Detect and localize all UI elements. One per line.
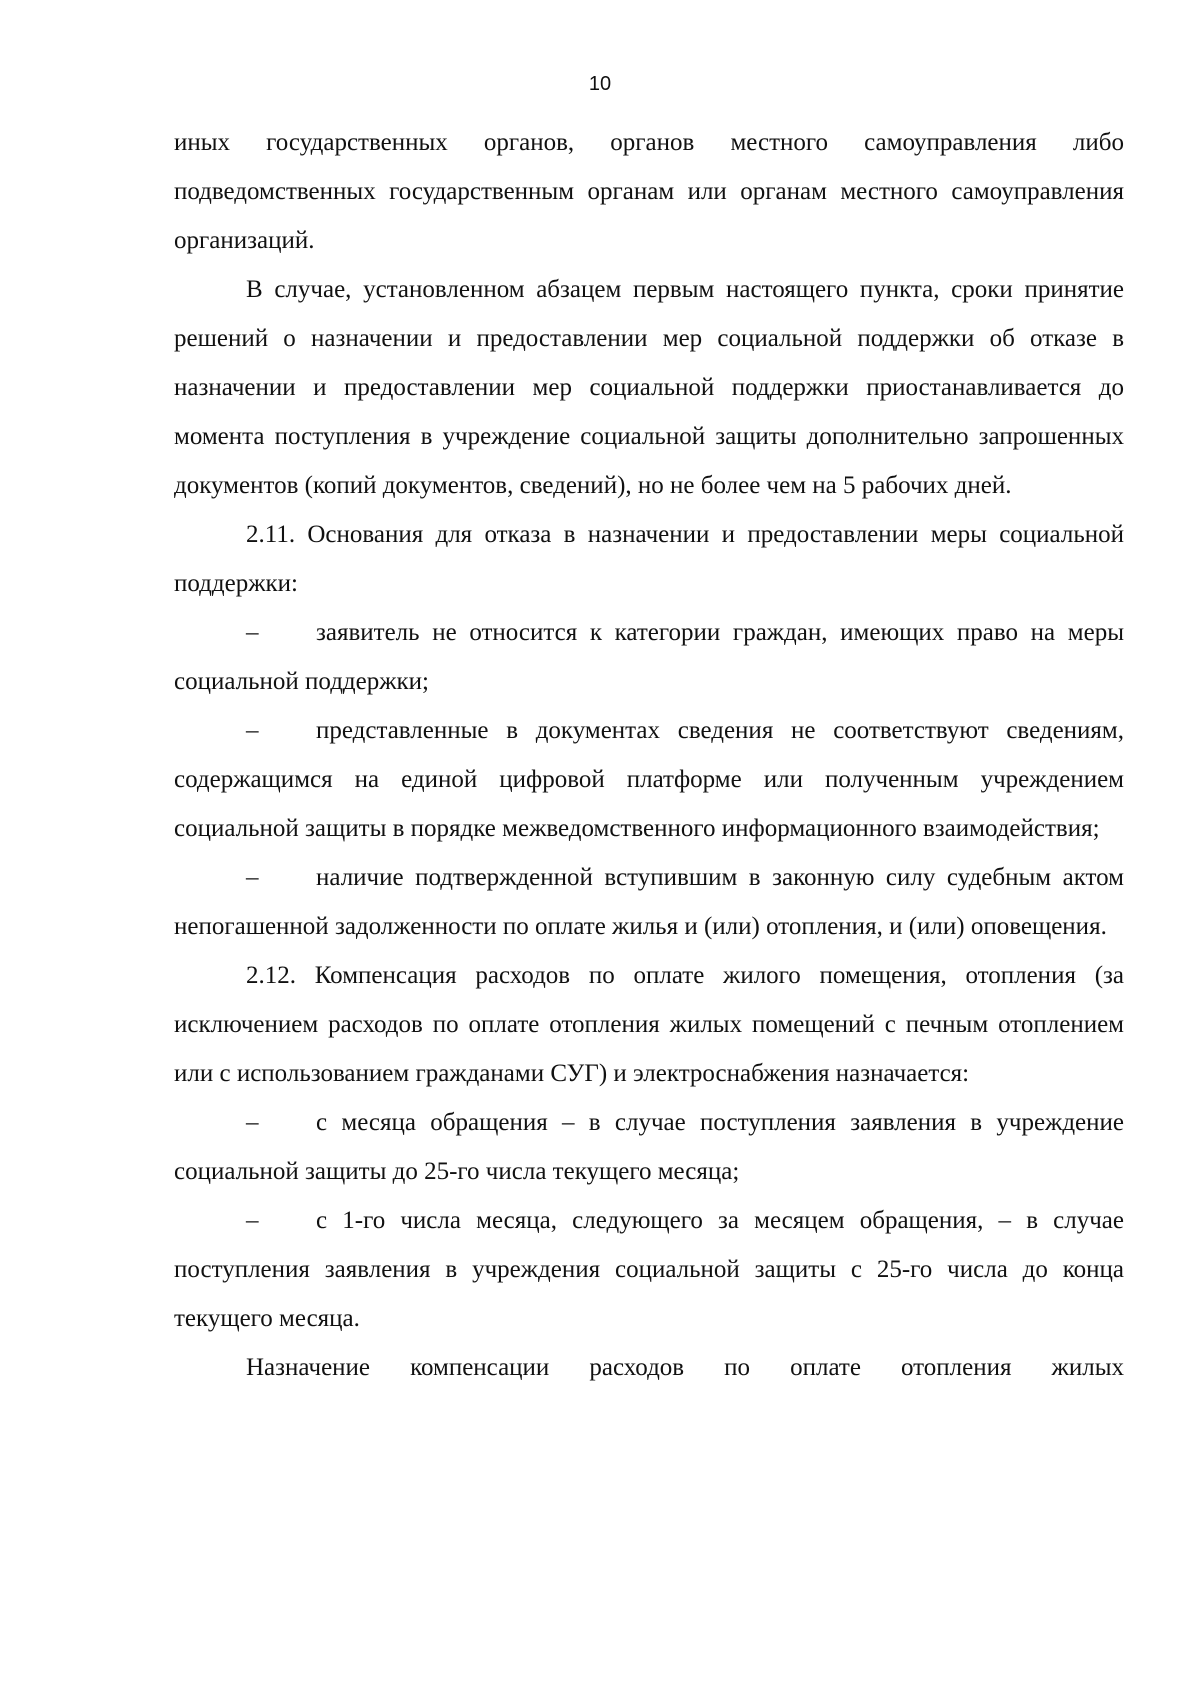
page-number: 10: [588, 73, 612, 95]
list-item-data-mismatch: [174, 706, 1124, 853]
list-item-not-eligible: [174, 608, 1124, 706]
list-item-from-application-month: [174, 1098, 1124, 1196]
document-body: [174, 118, 1124, 1392]
dash-marker: –: [246, 1109, 259, 1136]
paragraph-continuation: иных государственных органов, органов местного самоуправления либо подведомственных государственным органам или органам местного самоуправления организаций.: [174, 129, 1124, 254]
paragraph-heating-compensation: Назначение компенсации расходов по оплате отопления жилых: [246, 1354, 1124, 1381]
dash-marker: –: [246, 717, 259, 744]
list-item-debt: [174, 853, 1124, 951]
list-item-text: с месяца обращения – в случае поступления заявления в учреждение социальной защиты до 25-го числа текущего месяца;: [174, 1109, 1124, 1185]
list-item-text: наличие подтвержденной вступившим в законную силу судебным актом непогашенной задолженности по оплате жилья и (или) отопления, и (или) оповещения.: [174, 864, 1124, 940]
list-item-text: представленные в документах сведения не соответствуют сведениям, содержащимся на единой цифровой платформе или полученным учреждением социальной защиты в порядке межведомственного информационного взаимодействия;: [174, 717, 1124, 842]
dash-marker: –: [246, 1207, 259, 1234]
paragraph-2-12-heading: 2.12. Компенсация расходов по оплате жилого помещения, отопления (за исключением расходов по оплате отопления жилых помещений с печным отоплением или с использованием гражданами СУГ) и электроснабжения назначается:: [174, 962, 1124, 1087]
paragraph-2-11-heading: 2.11. Основания для отказа в назначении и предоставлении меры социальной поддержки:: [174, 521, 1124, 597]
paragraph-suspension-terms: В случае, установленном абзацем первым настоящего пункта, сроки принятие решений о назначении и предоставлении мер социальной поддержки об отказе в назначении и предоставлении мер социальной поддержки приостанавливается до момента поступления в учреждение социальной защиты дополнительно запрошенных документов (копий документов, сведений), но не более чем на 5 рабочих дней.: [174, 276, 1124, 499]
dash-marker: –: [246, 864, 259, 891]
dash-marker: –: [246, 619, 259, 646]
list-item-text: заявитель не относится к категории граждан, имеющих право на меры социальной поддержки;: [174, 619, 1124, 695]
list-item-from-next-month: [174, 1196, 1124, 1343]
list-item-text: с 1-го числа месяца, следующего за месяцем обращения, – в случае поступления заявления в учреждения социальной защиты с 25-го числа до конца текущего месяца.: [174, 1207, 1124, 1332]
